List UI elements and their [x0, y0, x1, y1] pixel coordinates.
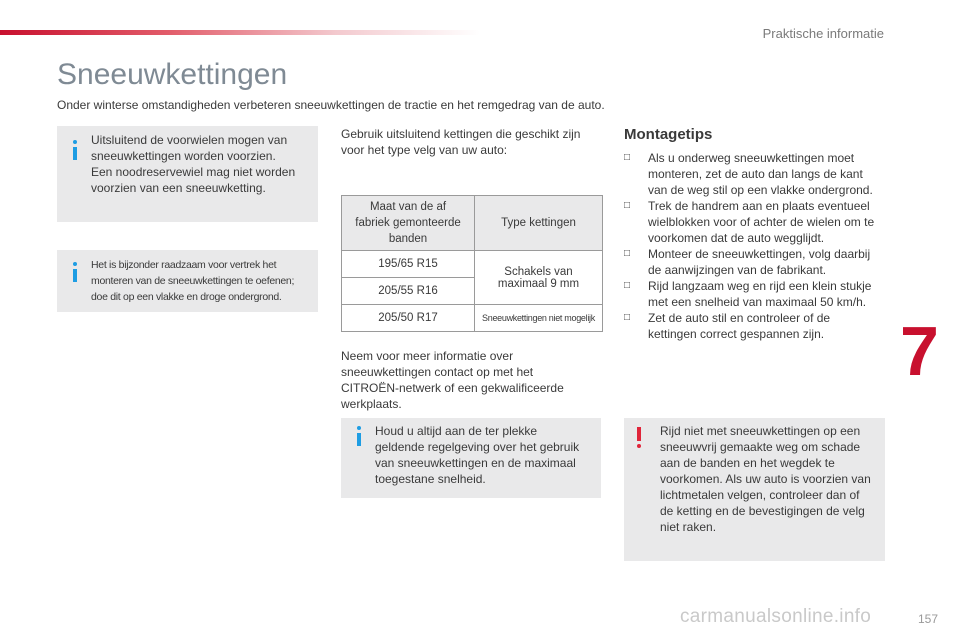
info-box-practice — [57, 250, 318, 312]
list-item: □ Als u onderweg sneeuwkettingen moet monteren, zet de auto dan langs de kant van de weg stil op een vlakke ondergrond. — [624, 151, 873, 197]
table-cell-size: 195/65 R15 — [342, 251, 475, 278]
info-box-regulations — [341, 418, 601, 498]
chapter-number: 7 — [900, 312, 939, 390]
warning-box — [624, 418, 885, 561]
info-icon — [71, 140, 79, 160]
warning-box-text: Rijd niet met sneeuwkettingen op een sneeuwvrij gemaakte weg om schade aan de banden en het wegdek te voorkomen. Als uw auto is voorzien van lichtmetalen velgen, controleer dan of de ketting en de bevestigingen de velg niet raken. — [660, 424, 871, 534]
table-row — [342, 251, 603, 278]
info-icon — [355, 426, 363, 446]
table-intro-text: Gebruik uitsluitend kettingen die geschikt zijn voor het type velg van uw auto: — [341, 127, 581, 157]
montagetips-list — [624, 150, 894, 342]
tire-chain-table — [341, 195, 603, 332]
checkbox-mark-icon: □ — [624, 200, 631, 211]
table-cell-chain-type: Sneeuwkettingen niet mogelijk — [475, 305, 603, 332]
info-icon — [71, 262, 79, 282]
watermark: carmanualsonline.info — [680, 606, 872, 627]
list-item: □ Monteer de sneeuwkettingen, volg daarbij de aanwijzingen van de fabrikant. — [624, 247, 871, 277]
table-header-tire-size: Maat van de af fabriek gemonteerde banden — [342, 196, 475, 251]
more-info-text: Neem voor meer informatie over sneeuwkettingen contact op met het CITROËN-netwerk of een gekwalificeerde werkplaats. — [341, 349, 564, 411]
table-cell-size: 205/55 R16 — [342, 278, 475, 305]
table-cell-size: 205/50 R17 — [342, 305, 475, 332]
intro-text: Onder winterse omstandigheden verbeteren sneeuwkettingen de tractie en het remgedrag van de auto. — [57, 98, 605, 112]
checkbox-mark-icon: □ — [624, 312, 631, 323]
montagetips-heading: Montagetips — [624, 126, 713, 143]
info-box-text: Uitsluitend de voorwielen mogen van sneeuwkettingen worden voorzien. Een noodreservewiel mag niet worden voorzien van een sneeuwketting. — [91, 133, 296, 195]
info-box-text: Het is bijzonder raadzaam voor vertrek het monteren van de sneeuwkettingen te oefenen; doe dit op een vlakke en droge ondergrond. — [91, 259, 295, 303]
checkbox-mark-icon: □ — [624, 248, 631, 259]
checkbox-mark-icon: □ — [624, 152, 631, 163]
checkbox-mark-icon: □ — [624, 280, 631, 291]
info-box-front-wheels — [57, 126, 318, 222]
table-row — [342, 305, 603, 332]
header-accent-bar — [0, 30, 480, 35]
info-box-text: Houd u altijd aan de ter plekke geldende regelgeving over het gebruik van sneeuwkettingen en de maximaal toegestane snelheid. — [375, 424, 580, 486]
table-cell-chain-type: Schakels van maximaal 9 mm — [475, 251, 603, 305]
warning-icon — [635, 427, 643, 449]
page-title: Sneeuwkettingen — [57, 58, 288, 91]
table-header-chain-type: Type kettingen — [475, 196, 603, 251]
table-header-row — [342, 196, 603, 251]
list-item: □ Rijd langzaam weg en rijd een klein stukje met een snelheid van maximaal 50 km/h. — [624, 279, 872, 309]
section-label: Praktische informatie — [762, 26, 884, 41]
list-item: □ Zet de auto stil en controleer of de kettingen correct gespannen zijn. — [624, 311, 831, 341]
page-number: 157 — [917, 612, 938, 626]
list-item: □ Trek de handrem aan en plaats eventueel wielblokken voor of achter de wielen om te voorkomen dat de auto wegglijdt. — [624, 199, 875, 245]
